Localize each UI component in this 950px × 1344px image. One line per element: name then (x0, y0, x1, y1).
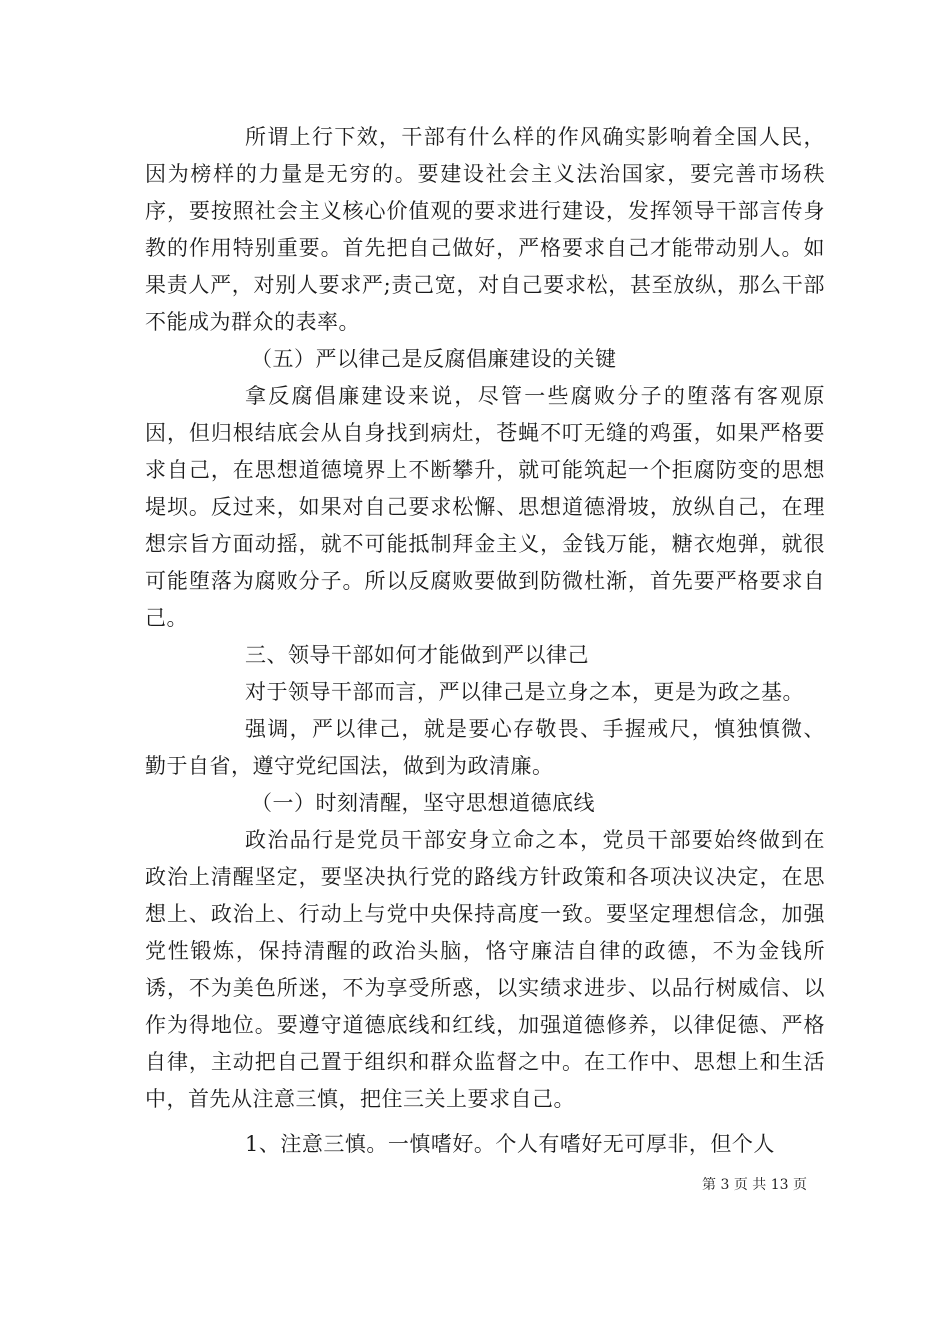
paragraph-three-cautions: 1、注意三慎。一慎嗜好。个人有嗜好无可厚非，但个人 (245, 1132, 775, 1156)
subheading-one: （一）时刻清醒，坚守思想道德底线 (251, 791, 595, 815)
subheading-five: （五）严以律己是反腐倡廉建设的关键 (251, 347, 617, 371)
paragraph-foundation: 对于领导干部而言，严以律己是立身之本，更是为政之基。 (245, 680, 804, 704)
paragraph-emphasis: 强调，严以律己，就是要心存敬畏、手握戒尺，慎独慎微、勤于自省，遵守党纪国法，做到为政清廉。 (145, 717, 825, 778)
document-body (145, 119, 825, 1163)
page-number-footer: 第 3 页 共 13 页 (702, 1177, 807, 1193)
paragraph-political-integrity: 政治品行是党员干部安身立命之本，党员干部要始终做到在政治上清醒坚定，要坚决执行党的路线方针政策和各项决议决定，在思想上、政治上、行动上与党中央保持高度一致。要坚定理想信念，加强党性锻炼，保持清醒的政治头脑，恪守廉洁自律的政德，不为金钱所诱，不为美色所迷，不为享受所惑，以实绩求进步、以品行树威信、以作为得地位。要遵守道德底线和红线，加强道德修养，以律促德、严格自律，主动把自己置于组织和群众监督之中。在工作中、思想上和生活中，首先从注意三慎，把住三关上要求自己。 (145, 828, 825, 1111)
section-heading-three: 三、领导干部如何才能做到严以律己 (245, 643, 589, 667)
paragraph-anti-corruption: 拿反腐倡廉建设来说，尽管一些腐败分子的堕落有客观原因，但归根结底会从自身找到病灶，苍蝇不叮无缝的鸡蛋，如果严格要求自己，在思想道德境界上不断攀升，就可能筑起一个拒腐防变的思想堤坝。反过来，如果对自己要求松懈、思想道德滑坡，放纵自己，在理想宗旨方面动摇，就不可能抵制拜金主义，金钱万能，糖衣炮弹，就很可能堕落为腐败分子。所以反腐败要做到防微杜渐，首先要严格要求自己。 (145, 384, 825, 630)
paragraph-leadership-example: 所谓上行下效，干部有什么样的作风确实影响着全国人民，因为榜样的力量是无穷的。要建设社会主义法治国家，要完善市场秩序，要按照社会主义核心价值观的要求进行建设，发挥领导干部言传身教的作用特别重要。首先把自己做好，严格要求自己才能带动别人。如果责人严，对别人要求严;责己宽，对自己要求松，甚至放纵，那么干部不能成为群众的表率。 (145, 125, 825, 334)
